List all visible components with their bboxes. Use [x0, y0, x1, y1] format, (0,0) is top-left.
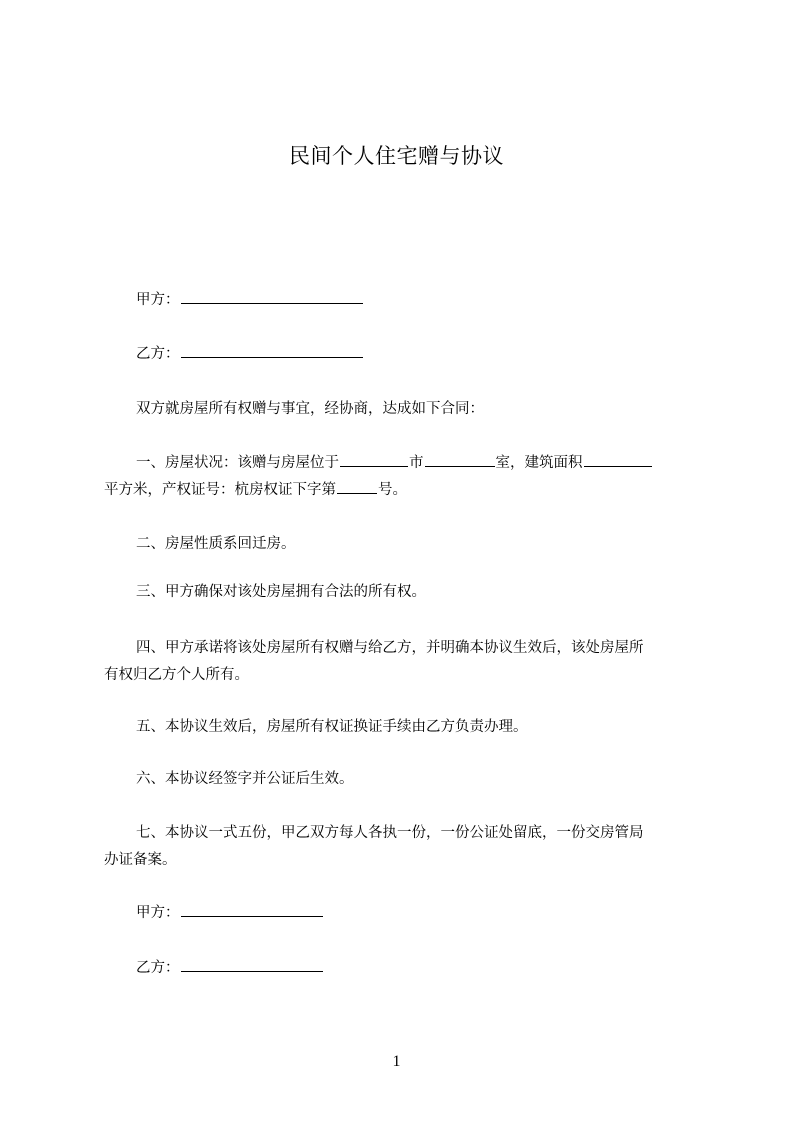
party-b-signature-line-top: [104, 341, 736, 368]
clause-1-line-2: [104, 477, 704, 504]
clause-1-text-c: 室，建筑面积: [495, 455, 583, 471]
party-b-blank: [181, 342, 363, 358]
clause-2: 二、房屋性质系回迁房。: [136, 536, 296, 552]
party-b-signature-blank: [181, 956, 323, 972]
clause-4-line-1: 四、甲方承诺将该处房屋所有权赠与给乙方，并明确本协议生效后，该处房屋所: [136, 640, 644, 656]
document-title: 民间个人住宅赠与协议: [289, 144, 504, 168]
intro-paragraph: 双方就房屋所有权赠与事宜，经协商，达成如下合同：: [136, 401, 484, 417]
clause-1: [104, 450, 704, 504]
room-blank: [425, 451, 495, 467]
party-b-label-bottom: 乙方：: [136, 960, 180, 976]
clause-1-text-e: 号。: [378, 482, 407, 498]
clause-1-text-b: 市: [409, 455, 424, 471]
clause-7-line-2: 办证备案。: [104, 852, 177, 868]
city-blank: [340, 451, 408, 467]
clause-6: 六、本协议经签字并公证后生效。: [136, 771, 354, 787]
clause-1-text-a: 一、房屋状况：该赠与房屋位于: [136, 455, 339, 471]
clause-7: [104, 820, 704, 874]
party-a-signature-line-bottom: [104, 900, 736, 927]
party-b-signature-line-bottom: [104, 955, 736, 982]
clause-3: 三、甲方确保对该处房屋拥有合法的所有权。: [136, 584, 426, 600]
clause-4: [104, 635, 704, 689]
party-a-label: 甲方：: [136, 292, 180, 308]
party-a-signature-blank: [181, 901, 323, 917]
certificate-number-blank: [337, 478, 377, 494]
clause-1-line-1: [104, 450, 704, 477]
party-a-label-bottom: 甲方：: [136, 905, 180, 921]
clause-7-line-1: 七、本协议一式五份，甲乙双方每人各执一份，一份公证处留底，一份交房管局: [136, 825, 644, 841]
party-a-blank: [181, 288, 363, 304]
page-number: 1: [392, 1053, 401, 1070]
clause-1-text-d: 平方米，产权证号：杭房权证下字第: [104, 482, 336, 498]
party-a-signature-line-top: [104, 287, 736, 314]
clause-5: 五、本协议生效后，房屋所有权证换证手续由乙方负责办理。: [136, 719, 528, 735]
area-blank: [584, 451, 652, 467]
clause-4-line-2: 有权归乙方个人所有。: [104, 667, 249, 683]
party-b-label: 乙方：: [136, 346, 180, 362]
